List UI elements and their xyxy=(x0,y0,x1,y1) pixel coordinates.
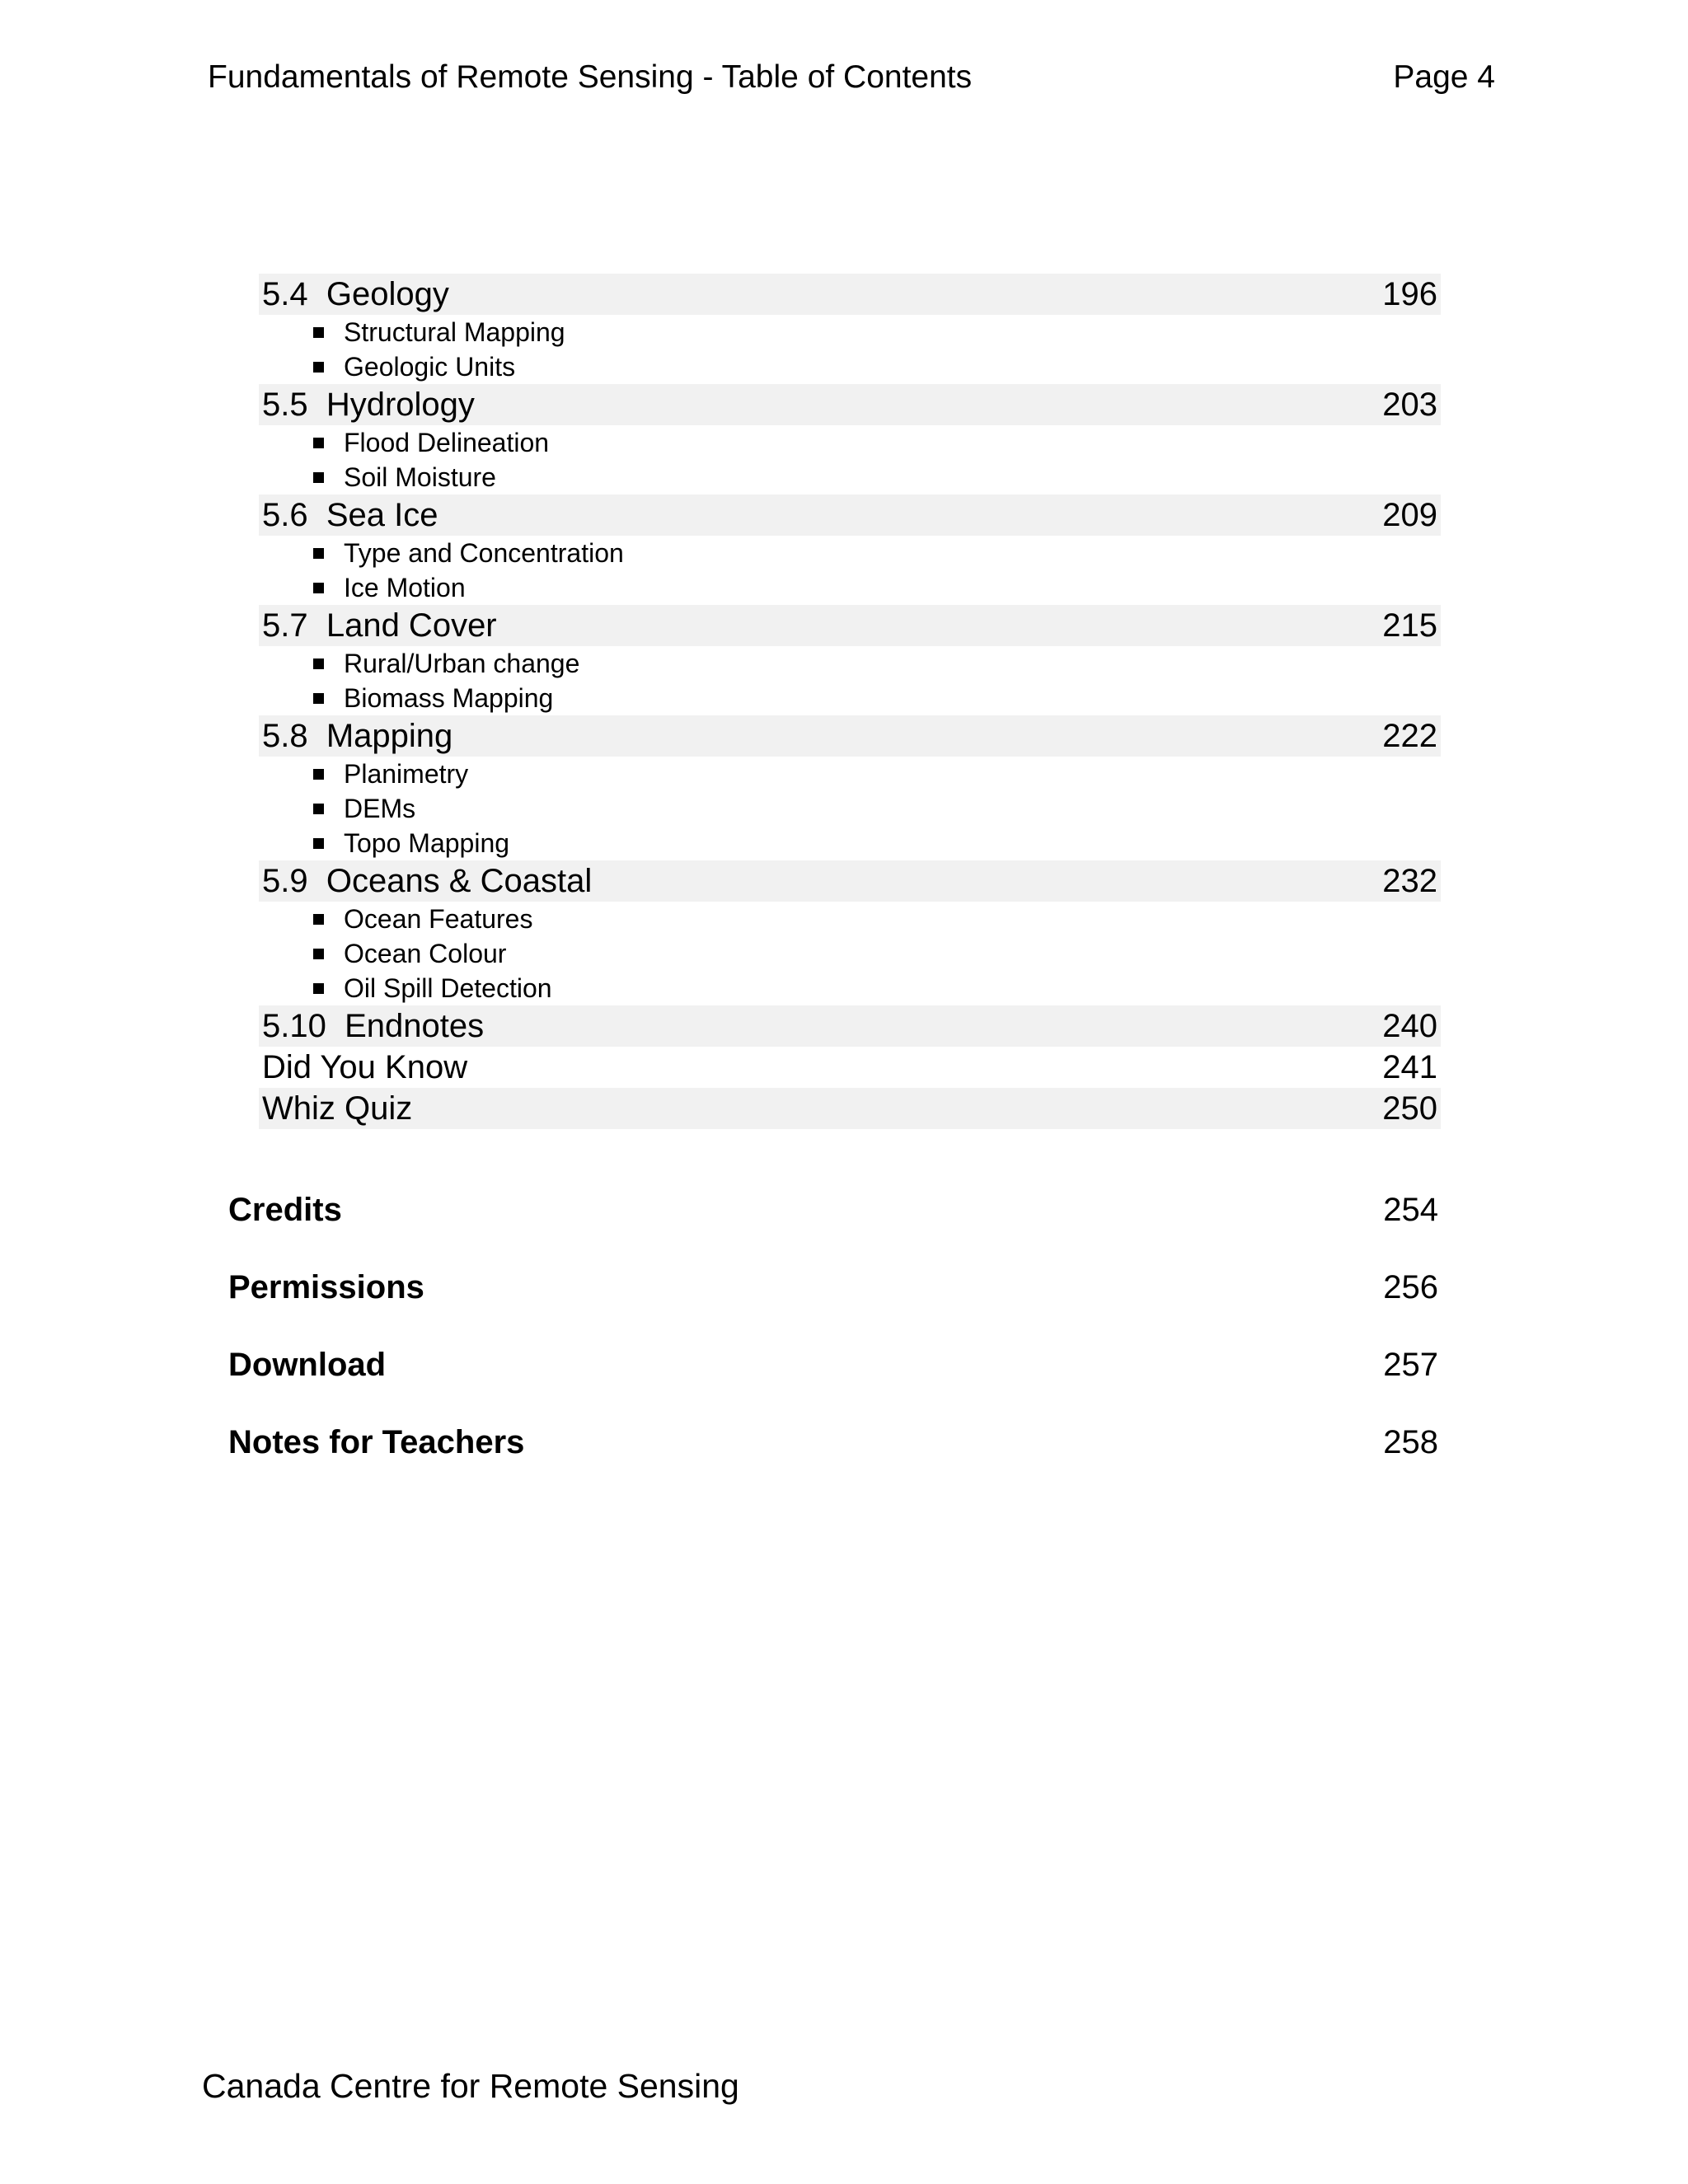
toc-subsection-item[interactable] xyxy=(259,681,1441,715)
square-bullet-icon xyxy=(313,914,324,925)
toc-subsection-label: Soil Moisture xyxy=(344,462,496,492)
toc-subsection-item[interactable] xyxy=(259,349,1441,384)
toc-section-label: 5.6 Sea Ice xyxy=(262,497,438,533)
toc-subsection-list xyxy=(259,902,1441,1005)
toc-subsection-label: Topo Mapping xyxy=(344,828,510,858)
page-number: Page 4 xyxy=(1393,59,1495,95)
toc-subsection-label: Geologic Units xyxy=(344,352,516,382)
toc-section-hydrology[interactable] xyxy=(259,384,1441,425)
toc-section-mapping[interactable] xyxy=(259,715,1441,757)
toc-subsection-list xyxy=(259,757,1441,860)
square-bullet-icon xyxy=(313,949,324,959)
square-bullet-icon xyxy=(313,438,324,448)
toc-section-land-cover[interactable] xyxy=(259,605,1441,646)
toc-subsection-list xyxy=(259,646,1441,715)
backmatter-list xyxy=(228,1187,1438,1497)
toc-subsection-label: Rural/Urban change xyxy=(344,649,580,678)
toc-subsection-list xyxy=(259,536,1441,605)
toc-entry-label: Permissions xyxy=(228,1269,424,1305)
page-header xyxy=(208,59,1495,105)
toc-entry-label: Notes for Teachers xyxy=(228,1424,525,1460)
toc-entry-page: 254 xyxy=(1383,1192,1438,1228)
square-bullet-icon xyxy=(313,838,324,849)
square-bullet-icon xyxy=(313,983,324,994)
toc-section-geology[interactable] xyxy=(259,274,1441,315)
toc-subsection-label: Type and Concentration xyxy=(344,538,624,568)
toc-section-whiz-quiz[interactable] xyxy=(259,1088,1441,1129)
toc-entry-label: Download xyxy=(228,1347,387,1383)
toc-subsection-label: Biomass Mapping xyxy=(344,683,554,713)
square-bullet-icon xyxy=(313,583,324,593)
toc-subsection-item[interactable] xyxy=(259,570,1441,605)
toc-subsection-label: Oil Spill Detection xyxy=(344,973,552,1003)
toc-section-page: 215 xyxy=(1382,607,1437,644)
toc-section-label: 5.5 Hydrology xyxy=(262,387,475,423)
toc-section-label: 5.9 Oceans & Coastal xyxy=(262,863,593,899)
toc-section-page: 232 xyxy=(1382,863,1437,899)
toc-subsection-label: Planimetry xyxy=(344,759,469,789)
toc-subsection-label: Structural Mapping xyxy=(344,317,565,347)
toc-subsection-item[interactable] xyxy=(259,460,1441,494)
toc-subsection-label: Ice Motion xyxy=(344,573,466,602)
square-bullet-icon xyxy=(313,769,324,780)
toc-section-page: 241 xyxy=(1382,1049,1437,1085)
toc-subsection-item[interactable] xyxy=(259,971,1441,1005)
document-title: Fundamentals of Remote Sensing - Table of Contents xyxy=(208,59,973,95)
toc-section-page: 222 xyxy=(1382,718,1437,754)
toc-subsection-item[interactable] xyxy=(259,646,1441,681)
toc-section-did-you-know[interactable] xyxy=(259,1047,1441,1088)
toc-entry-credits[interactable] xyxy=(228,1187,1438,1264)
toc-subsection-list xyxy=(259,425,1441,494)
toc-section-page: 203 xyxy=(1382,387,1437,423)
toc-section-sea-ice[interactable] xyxy=(259,494,1441,536)
toc-entry-download[interactable] xyxy=(228,1342,1438,1419)
toc-section-label: 5.4 Geology xyxy=(262,276,449,312)
toc-section-label: Whiz Quiz xyxy=(262,1090,413,1127)
square-bullet-icon xyxy=(313,362,324,373)
toc-subsection-label: DEMs xyxy=(344,794,416,823)
toc-section-label: 5.10 Endnotes xyxy=(262,1008,485,1044)
toc-subsection-list xyxy=(259,315,1441,384)
toc-entry-notes-for-teachers[interactable] xyxy=(228,1419,1438,1497)
toc-section-oceans-coastal[interactable] xyxy=(259,860,1441,902)
page-footer: Canada Centre for Remote Sensing xyxy=(202,2067,739,2105)
square-bullet-icon xyxy=(313,327,324,338)
toc-subsection-label: Flood Delineation xyxy=(344,428,550,457)
toc-subsection-item[interactable] xyxy=(259,536,1441,570)
toc-entry-page: 257 xyxy=(1383,1347,1438,1383)
toc-section-page: 250 xyxy=(1382,1090,1437,1127)
toc-subsection-item[interactable] xyxy=(259,757,1441,791)
toc-subsection-label: Ocean Colour xyxy=(344,939,507,968)
square-bullet-icon xyxy=(313,548,324,559)
toc-section-label: 5.8 Mapping xyxy=(262,718,453,754)
toc-section-page: 240 xyxy=(1382,1008,1437,1044)
square-bullet-icon xyxy=(313,693,324,704)
square-bullet-icon xyxy=(313,658,324,669)
toc-subsection-item[interactable] xyxy=(259,425,1441,460)
toc-subsection-item[interactable] xyxy=(259,936,1441,971)
toc-subsection-item[interactable] xyxy=(259,902,1441,936)
toc-entry-page: 256 xyxy=(1383,1269,1438,1305)
toc-subsection-label: Ocean Features xyxy=(344,904,533,934)
toc-subsection-item[interactable] xyxy=(259,791,1441,826)
toc-subsection-item[interactable] xyxy=(259,826,1441,860)
toc-section-label: 5.7 Land Cover xyxy=(262,607,497,644)
toc-section-endnotes[interactable] xyxy=(259,1005,1441,1047)
toc-section-page: 196 xyxy=(1382,276,1437,312)
table-of-contents xyxy=(259,274,1441,1129)
toc-section-page: 209 xyxy=(1382,497,1437,533)
square-bullet-icon xyxy=(313,804,324,814)
toc-entry-page: 258 xyxy=(1383,1424,1438,1460)
toc-subsection-item[interactable] xyxy=(259,315,1441,349)
toc-entry-permissions[interactable] xyxy=(228,1264,1438,1342)
square-bullet-icon xyxy=(313,472,324,483)
toc-section-label: Did You Know xyxy=(262,1049,468,1085)
toc-entry-label: Credits xyxy=(228,1192,342,1228)
